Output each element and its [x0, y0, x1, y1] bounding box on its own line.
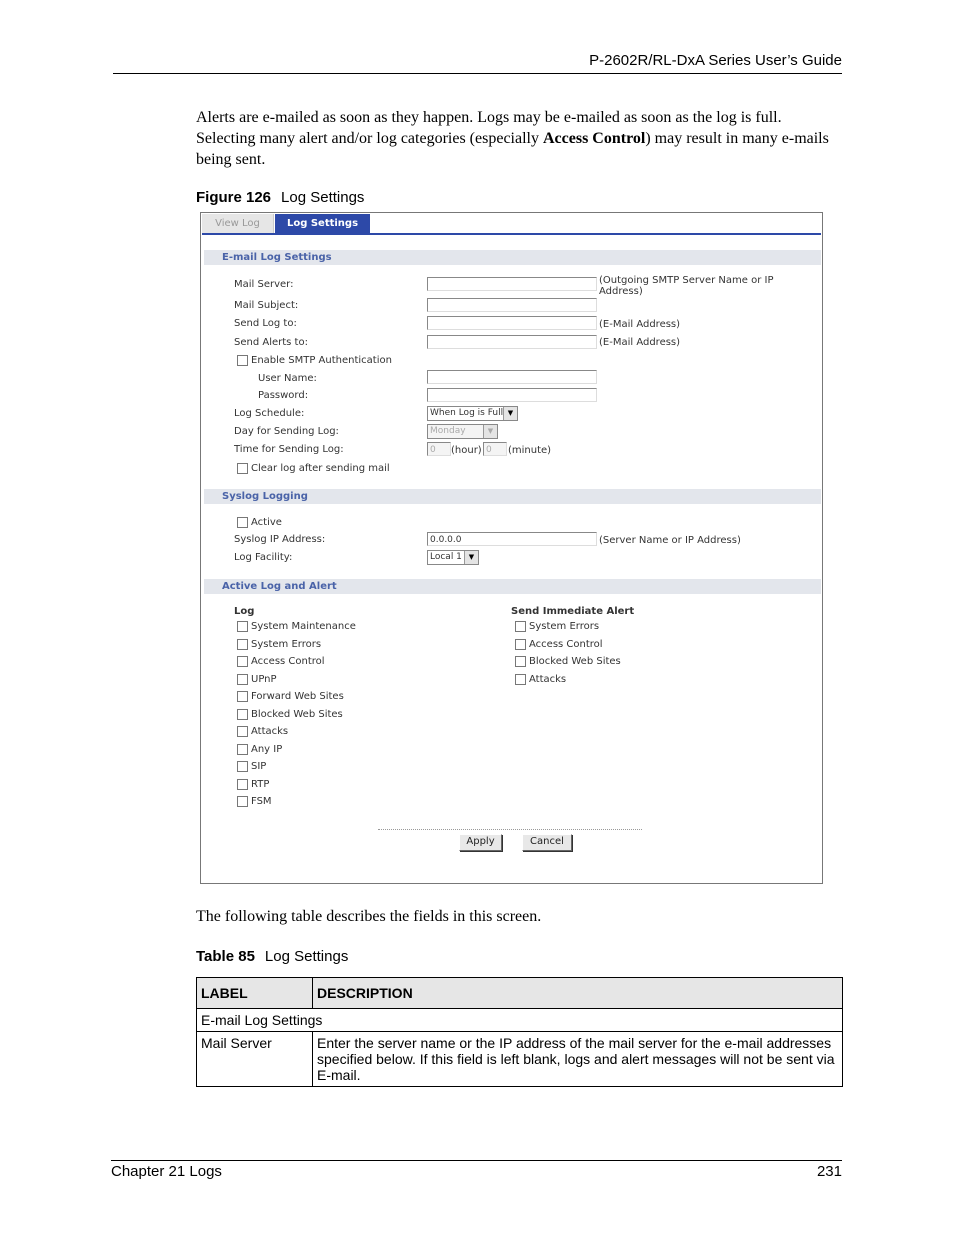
mail-subject-label: Mail Subject: [234, 300, 299, 311]
log-schedule-value: When Log is Full [430, 408, 504, 418]
alert-item-label: Access Control [529, 638, 603, 650]
mail-server-label: Mail Server: [234, 279, 294, 290]
time-sending-log-label: Time for Sending Log: [234, 444, 344, 455]
page-number: 231 [816, 1163, 842, 1180]
send-alerts-to-input[interactable] [427, 335, 597, 349]
send-log-to-input[interactable] [427, 316, 597, 330]
header-title: P-2602R/RL-DxA Series User’s Guide [589, 52, 842, 69]
chevron-down-icon: ▼ [503, 407, 517, 420]
syslog-active-label: Active [251, 517, 282, 528]
log-item-label: FSM [251, 796, 272, 807]
log-schedule-select[interactable] [427, 406, 518, 421]
table-caption [196, 948, 348, 965]
alert-item-checkbox[interactable] [515, 639, 526, 650]
button-divider [378, 829, 642, 830]
tab-log-settings[interactable]: Log Settings [275, 214, 370, 233]
header-label: LABEL [197, 978, 313, 1009]
alert-item-checkbox[interactable] [515, 674, 526, 685]
section-cell: E-mail Log Settings [197, 1009, 843, 1032]
alert-column-heading: Send Immediate Alert [511, 606, 635, 617]
log-item-checkbox[interactable] [237, 761, 248, 772]
figure-title: Log Settings [281, 189, 365, 206]
mail-server-input[interactable] [427, 277, 597, 291]
row-description: Enter the server name or the IP address of the mail server for the e-mail addresses specified below. If this field is left blank, logs and alert messages will not be sent via E-mail. [313, 1032, 843, 1087]
log-facility-value: Local 1 [430, 552, 462, 562]
footer-chapter: Chapter 21 Logs [111, 1163, 222, 1180]
table-title: Log Settings [264, 948, 349, 965]
table-label: Table 85 [196, 948, 255, 965]
log-item-checkbox[interactable] [237, 779, 248, 790]
table-intro-text: The following table describes the fields in this screen. [196, 908, 542, 925]
log-item-label: SIP [251, 761, 267, 772]
alert-item-checkbox[interactable] [515, 656, 526, 667]
footer-rule [111, 1160, 842, 1161]
table-section-row [197, 1009, 843, 1032]
alert-item-label: Attacks [529, 673, 567, 685]
log-item-label: Blocked Web Sites [251, 708, 343, 720]
minute-input[interactable]: 0 [483, 442, 507, 456]
tab-bar [202, 214, 821, 234]
syslog-active-checkbox[interactable] [237, 517, 248, 528]
log-item-checkbox[interactable] [237, 639, 248, 650]
apply-button[interactable]: Apply [459, 834, 502, 851]
section-syslog-logging: Syslog Logging [204, 489, 821, 504]
log-item-checkbox[interactable] [237, 621, 248, 632]
log-item-label: System Maintenance [251, 621, 356, 632]
send-alerts-hint: (E-Mail Address) [599, 337, 681, 348]
log-schedule-label: Log Schedule: [234, 408, 305, 419]
row-label: Mail Server [197, 1032, 313, 1087]
log-facility-select[interactable] [427, 550, 479, 565]
intro-text-1: Alerts are e-mailed as soon as they happen. Logs may be e-mailed as soon as the log is full. Selecting many alert and/or log categories (especially [196, 109, 782, 147]
password-input[interactable] [427, 388, 597, 402]
day-value: Monday [430, 426, 466, 436]
syslog-ip-input[interactable]: 0.0.0.0 [427, 532, 597, 546]
intro-text-2: ) may result in many e-mails being sent. [196, 130, 829, 168]
log-item-checkbox[interactable] [237, 709, 248, 720]
table-row [197, 1032, 843, 1087]
syslog-ip-label: Syslog IP Address: [234, 534, 326, 545]
send-alerts-to-label: Send Alerts to: [234, 337, 308, 348]
section-active-log-alert: Active Log and Alert [204, 579, 821, 594]
header-description: DESCRIPTION [313, 978, 843, 1009]
mail-subject-input[interactable] [427, 298, 597, 312]
figure-label: Figure 126 [196, 189, 272, 206]
log-item-checkbox[interactable] [237, 744, 248, 755]
send-log-to-label: Send Log to: [234, 318, 297, 329]
clear-log-checkbox[interactable] [237, 463, 248, 474]
tab-underline [202, 233, 821, 235]
send-log-hint: (E-Mail Address) [599, 319, 681, 330]
intro-paragraph [196, 107, 842, 170]
day-sending-log-select[interactable] [427, 424, 498, 439]
alert-item-label: System Errors [529, 621, 600, 632]
log-item-label: RTP [251, 778, 270, 790]
syslog-ip-hint: (Server Name or IP Address) [599, 535, 741, 546]
log-item-label: Any IP [251, 743, 283, 755]
log-facility-label: Log Facility: [234, 552, 293, 563]
hour-unit: (hour) [451, 445, 482, 456]
figure-caption [196, 189, 364, 206]
user-name-label: User Name: [258, 373, 317, 384]
log-item-label: Access Control [251, 656, 325, 667]
description-table [196, 977, 843, 1087]
smtp-auth-checkbox[interactable] [237, 355, 248, 366]
log-item-label: System Errors [251, 638, 322, 650]
log-item-checkbox[interactable] [237, 656, 248, 667]
log-item-checkbox[interactable] [237, 674, 248, 685]
log-item-checkbox[interactable] [237, 726, 248, 737]
alert-item-checkbox[interactable] [515, 621, 526, 632]
hour-input[interactable]: 0 [427, 442, 451, 456]
clear-log-label: Clear log after sending mail [251, 463, 390, 474]
chevron-down-icon: ▼ [483, 425, 497, 438]
header-rule [113, 73, 842, 74]
log-item-label: Forward Web Sites [251, 691, 344, 702]
section-email-log-settings: E-mail Log Settings [204, 250, 821, 265]
table-header-row [197, 978, 843, 1009]
log-settings-screen [200, 212, 823, 884]
day-sending-log-label: Day for Sending Log: [234, 426, 339, 437]
intro-bold: Access Control [542, 130, 646, 147]
chevron-down-icon: ▼ [464, 551, 478, 564]
log-item-checkbox[interactable] [237, 691, 248, 702]
log-column-heading: Log [234, 606, 255, 617]
log-item-label: UPnP [251, 673, 277, 685]
log-item-label: Attacks [251, 726, 289, 737]
mail-server-hint: (Outgoing SMTP Server Name or IP Address) [599, 275, 774, 297]
smtp-auth-label: Enable SMTP Authentication [251, 355, 392, 366]
minute-unit: (minute) [508, 445, 552, 456]
tab-view-log[interactable]: View Log [202, 214, 274, 233]
user-name-input[interactable] [427, 370, 597, 384]
log-item-checkbox[interactable] [237, 796, 248, 807]
alert-item-label: Blocked Web Sites [529, 656, 621, 667]
password-label: Password: [258, 390, 309, 401]
cancel-button[interactable]: Cancel [522, 834, 572, 851]
